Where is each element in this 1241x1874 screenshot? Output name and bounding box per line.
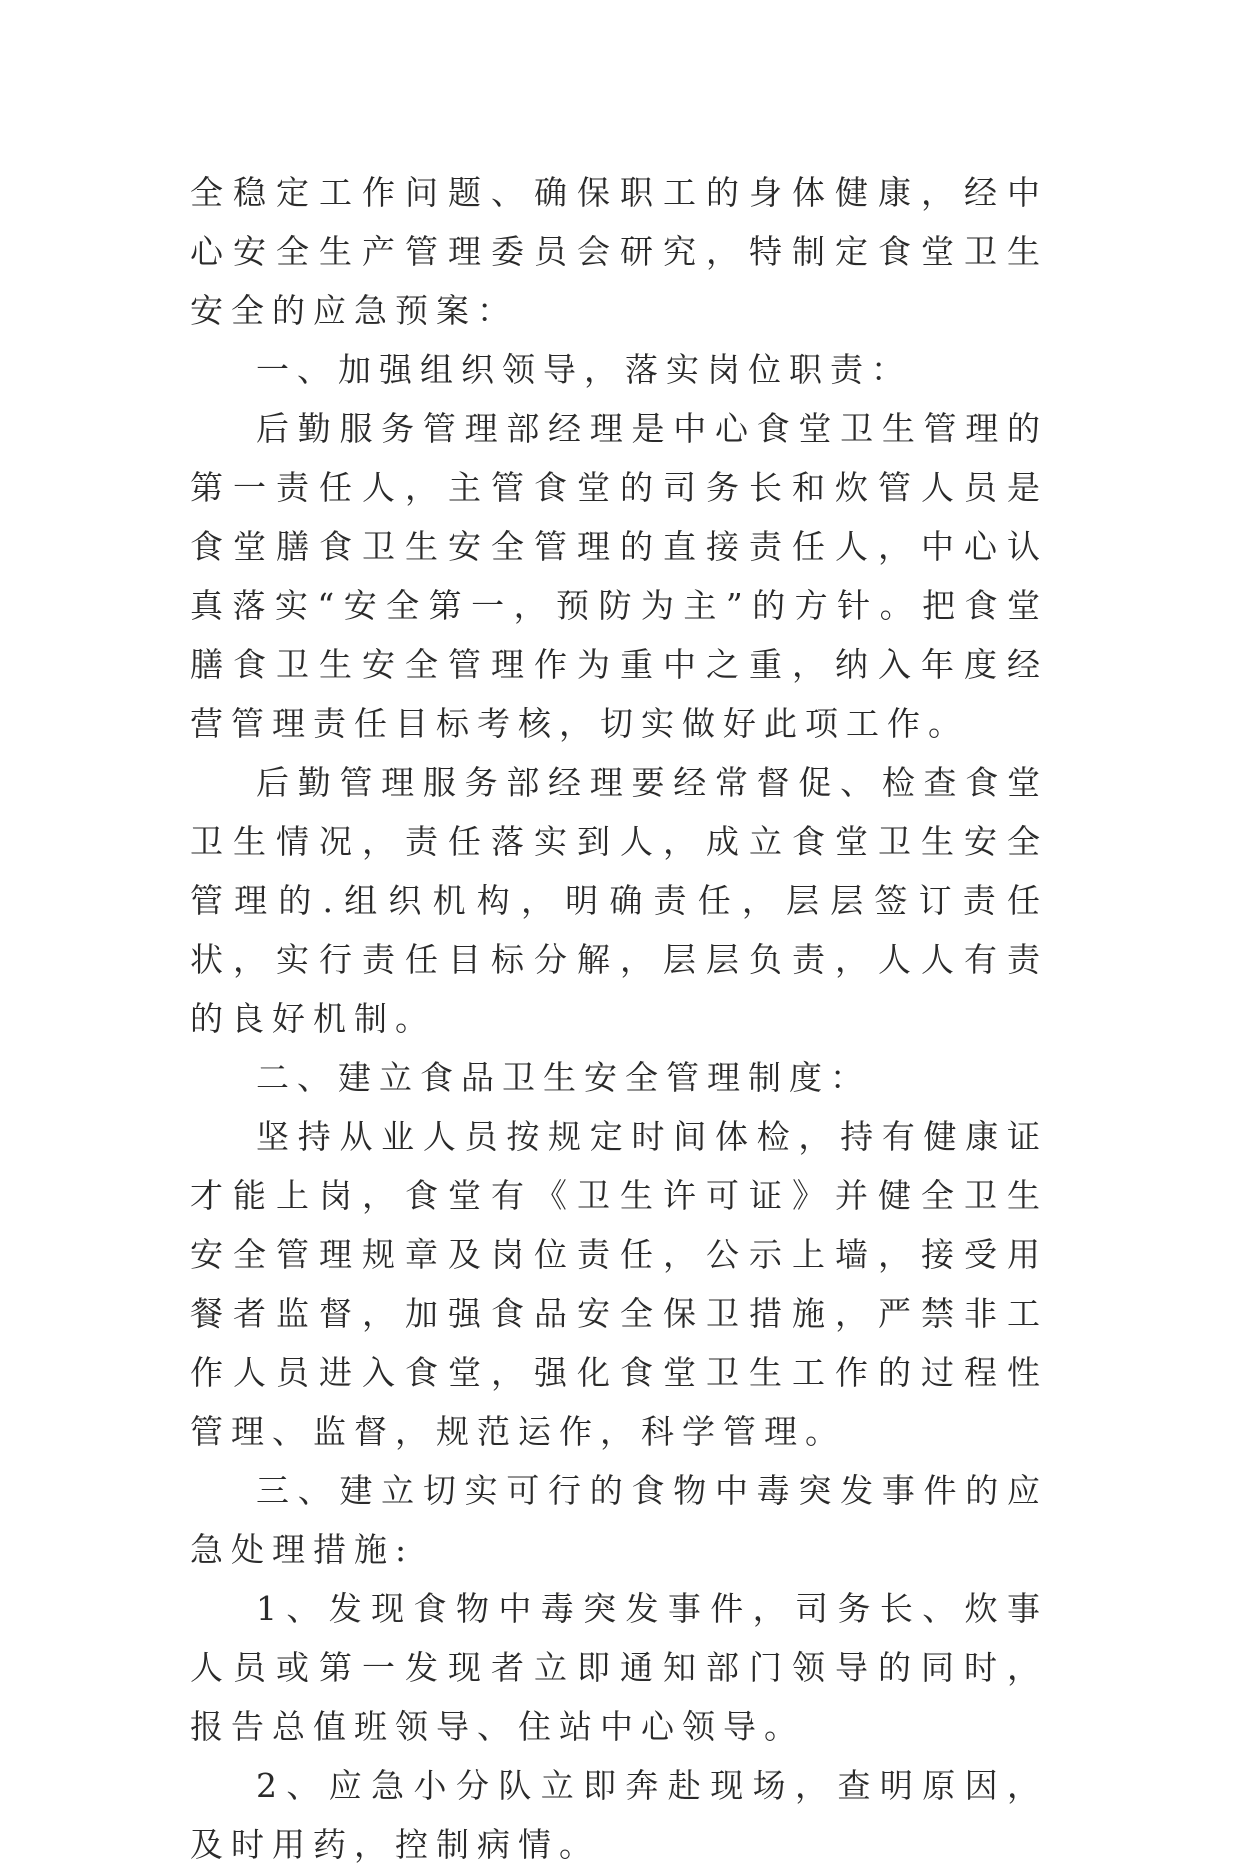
paragraph-responsibility: 后勤服务管理部经理是中心食堂卫生管理的第一责任人，主管食堂的司务长和炊管人员是食堂膳食卫生安全管理的直接责任人，中心认真落实“安全第一，预防为主”的方针。把食堂膳食卫生安全管理作为重中之重，纳入年度经营管理责任目标考核，切实做好此项工作。 bbox=[190, 409, 1048, 743]
paragraph-continuation: 全稳定工作问题、确保职工的身体健康，经中心安全生产管理委员会研究，特制定食堂卫生安全的应急预案： bbox=[190, 173, 1048, 330]
section-heading-2: 二、建立食品卫生安全管理制度： bbox=[256, 1058, 871, 1097]
paragraph-system: 坚持从业人员按规定时间体检，持有健康证才能上岗，食堂有《卫生许可证》并健全卫生安全管理规章及岗位责任，公示上墙，接受用餐者监督，加强食品安全保卫措施，严禁非工作人员进入食堂，强化食堂卫生工作的过程性管理、监督，规范运作，科学管理。 bbox=[190, 1117, 1048, 1451]
section-heading-3: 三、建立切实可行的食物中毒突发事件的应急处理措施: bbox=[190, 1471, 1048, 1569]
paragraph-step-1: 1、发现食物中毒突发事件，司务长、炊事人员或第一发现者立即通知部门领导的同时，报告总值班领导、住站中心领导。 bbox=[190, 1589, 1048, 1746]
document-body bbox=[190, 163, 1048, 1874]
paragraph-supervision: 后勤管理服务部经理要经常督促、检查食堂卫生情况，责任落实到人，成立食堂卫生安全管理的.组织机构，明确责任，层层签订责任状，实行责任目标分解，层层负责，人人有责的良好机制。 bbox=[190, 763, 1048, 1038]
section-heading-1: 一、加强组织领导，落实岗位职责： bbox=[256, 350, 912, 389]
paragraph-step-2: 2、应急小分队立即奔赴现场，查明原因，及时用药，控制病情。 bbox=[190, 1766, 1048, 1864]
